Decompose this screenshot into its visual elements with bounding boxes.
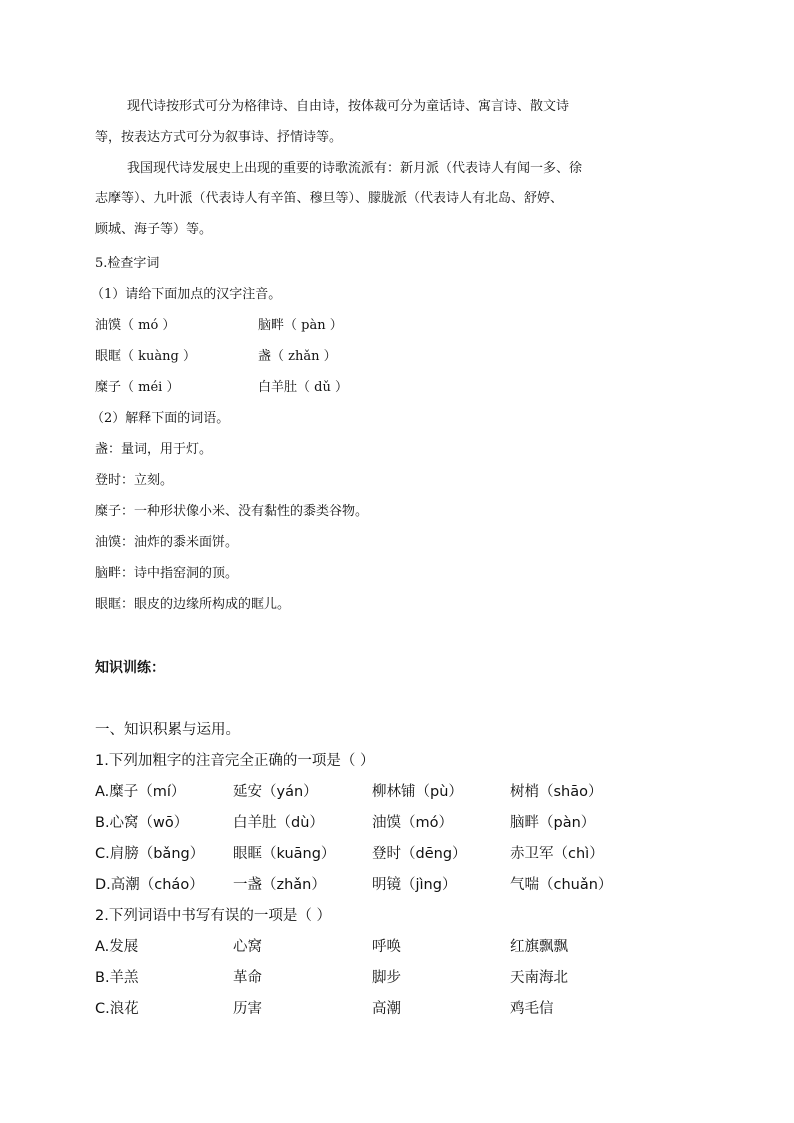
- training-section: 一、知识积累与运用。: [95, 722, 240, 738]
- pinyin-item: 眼眶（ kuàng ）: [95, 349, 196, 364]
- q1-option-d-4: 气喘（chuǎn）: [510, 877, 613, 893]
- q2-option-c-4: 鸡毛信: [510, 1001, 554, 1017]
- q1-option-a-3: 柳林铺（pù）: [372, 784, 463, 800]
- q2-option-a-4: 红旗飘飘: [510, 939, 568, 955]
- q1-option-c-4: 赤卫军（chì）: [510, 846, 604, 862]
- q2-option-c-2: 历害: [233, 1001, 262, 1017]
- check-title: 5.检查字词: [95, 256, 160, 271]
- q1-option-c-1: C.肩膀（bǎng）: [95, 846, 205, 862]
- q1-option-b-4: 脑畔（pàn）: [510, 815, 596, 831]
- q2-option-a-1: A.发展: [95, 939, 139, 955]
- q1-option-b-2: 白羊肚（dù）: [233, 815, 324, 831]
- intro-p2-line2: 志摩等）、九叶派（代表诗人有辛笛、穆旦等）、朦胧派（代表诗人有北岛、舒婷、: [95, 191, 564, 206]
- q1-option-d-1: D.高潮（cháo）: [95, 877, 204, 893]
- q2-option-a-3: 呼唤: [372, 939, 401, 955]
- q1-option-b-1: B.心窝（wō）: [95, 815, 189, 831]
- q1-option-d-2: 一盏（zhǎn）: [233, 877, 326, 893]
- training-title: 知识训练：: [95, 660, 165, 676]
- q2-option-b-4: 天南海北: [510, 970, 568, 986]
- pinyin-item: 白羊肚（ dǔ ）: [258, 380, 348, 395]
- question-2-stem: 2.下列词语中书写有误的一项是（ ）: [95, 908, 331, 924]
- question-1-stem: 1.下列加粗字的注音完全正确的一项是（ ）: [95, 753, 375, 769]
- definition-item: 糜子：一种形状像小米、没有黏性的黍类谷物。: [95, 504, 369, 519]
- q1-option-a-2: 延安（yán）: [233, 784, 318, 800]
- definition-item: 脑畔：诗中指窑洞的顶。: [95, 566, 239, 581]
- q2-option-c-1: C.浪花: [95, 1001, 139, 1017]
- q1-option-d-3: 明镜（jìng）: [372, 877, 457, 893]
- definition-item: 盏：量词，用于灯。: [95, 442, 213, 457]
- q2-option-b-3: 脚步: [372, 970, 401, 986]
- definition-item: 登时：立刻。: [95, 473, 174, 488]
- q1-option-a-1: A.糜子（mí）: [95, 784, 186, 800]
- q1-option-c-3: 登时（dēng）: [372, 846, 467, 862]
- intro-p1-line2: 等，按表达方式可分为叙事诗、抒情诗等。: [95, 130, 343, 145]
- q1-option-a-4: 树梢（shāo）: [510, 784, 603, 800]
- pinyin-item: 糜子（ méi ）: [95, 380, 180, 395]
- pinyin-item: 油馍（ mó ）: [95, 318, 176, 333]
- q2-option-a-2: 心窝: [233, 939, 262, 955]
- intro-p2-line3: 顾城、海子等）等。: [95, 222, 213, 237]
- definition-item: 眼眶：眼皮的边缘所构成的眶儿。: [95, 597, 291, 612]
- pinyin-item: 脑畔（ pàn ）: [258, 318, 343, 333]
- q2-option-c-3: 高潮: [372, 1001, 401, 1017]
- intro-p1-line1: 现代诗按形式可分为格律诗、自由诗，按体裁可分为童话诗、寓言诗、散文诗: [127, 99, 570, 114]
- check-q2: （2）解释下面的词语。: [91, 411, 230, 426]
- q1-option-c-2: 眼眶（kuāng）: [233, 846, 336, 862]
- q2-option-b-2: 革命: [233, 970, 262, 986]
- pinyin-item: 盏（ zhǎn ）: [258, 349, 337, 364]
- q1-option-b-3: 油馍（mó）: [372, 815, 453, 831]
- check-q1: （1）请给下面加点的汉字注音。: [91, 287, 282, 302]
- intro-p2-line1: 我国现代诗发展史上出现的重要的诗歌流派有：新月派（代表诗人有闻一多、徐: [127, 161, 583, 176]
- q2-option-b-1: B.羊羔: [95, 970, 139, 986]
- definition-item: 油馍：油炸的黍米面饼。: [95, 535, 239, 550]
